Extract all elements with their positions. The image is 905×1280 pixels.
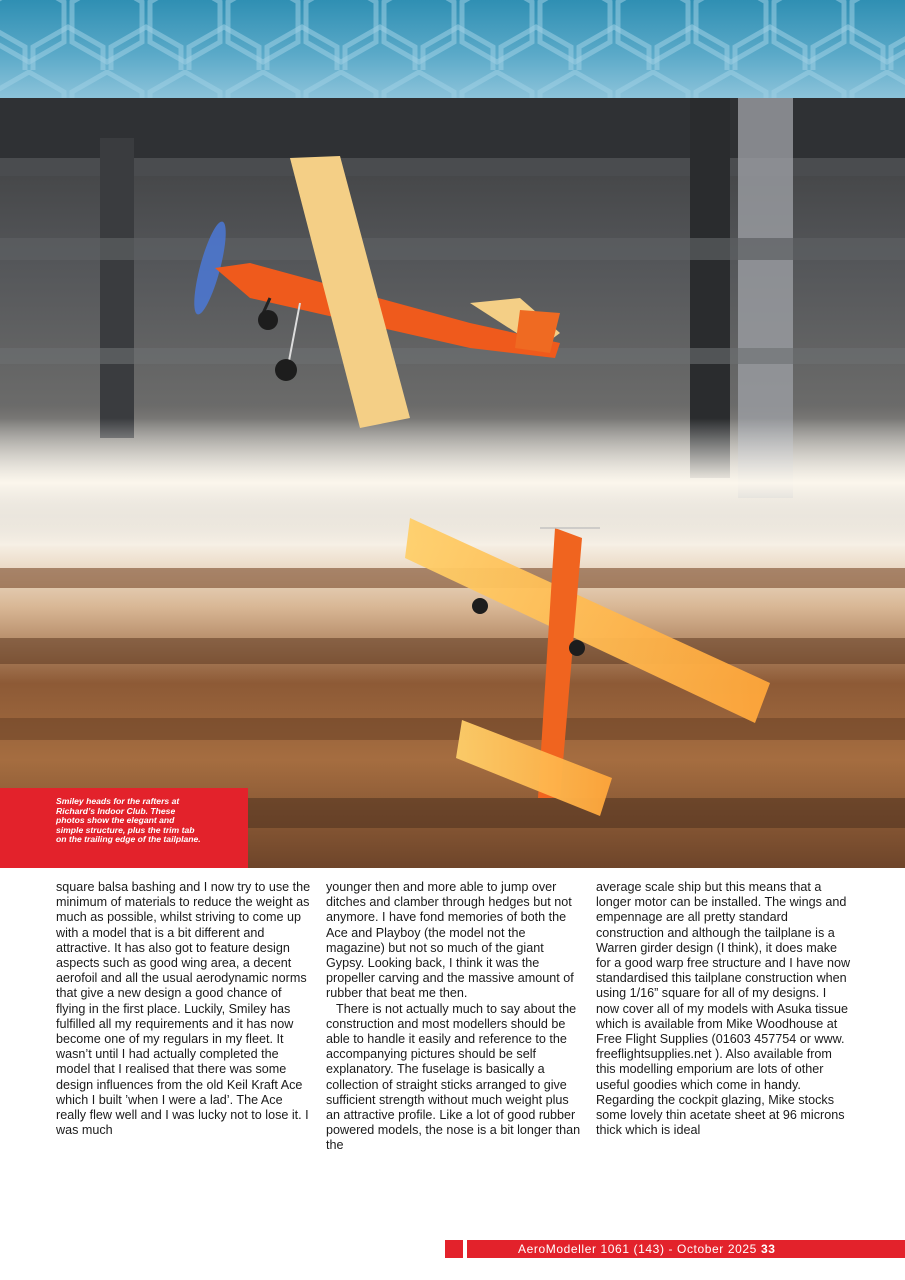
page-footer	[445, 1240, 905, 1258]
caption-line: Richard’s Indoor Club. These	[56, 805, 176, 816]
aircraft-lower	[405, 518, 770, 816]
photo-caption	[56, 797, 240, 845]
model-aircraft-photo	[0, 98, 905, 868]
footer-publication: AeroModeller 1061 (143) - October 2025	[518, 1242, 757, 1256]
header-hexagon-band	[0, 0, 905, 98]
caption-line: Smiley heads for the rafters at	[56, 796, 180, 806]
article-column-3	[596, 880, 852, 1138]
footer-accent-square	[445, 1240, 463, 1258]
article-column-2	[326, 880, 582, 1154]
paragraph: average scale ship but this means that a longer motor can be installed. The wings and empennage are all pretty standard construction and although the tailplane is a Warren girder design (I think), it does make for a good warp free structure and I have now standardised this tailplane construction when using 1/16” square for all of my designs. I now cover all of my models with Asuka tissue which is available from Mike Woodhouse at Free Flight Supplies (01603 457754 or www. freeflightsupplies.net ). Also available from this modelling emporium are lots of other useful goodies which come in handy. Regarding the cockpit glazing, Mike stocks some lovely thin acetate sheet at 96 microns thick which is ideal	[596, 880, 851, 1138]
photo-illustration	[0, 98, 905, 868]
paragraph: younger then and more able to jump over ditches and clamber through hedges but not anymore. I have fond memories of both the Ace and Playboy (the model not the magazine) but not so much of the giant Gypsy. Looking back, I think it was the propeller carving and the massive amount of rubber that beat me then.	[326, 880, 574, 1001]
hexagon-pattern	[0, 0, 905, 98]
paragraph: square balsa bashing and I now try to use the minimum of materials to reduce the weight as much as possible, whilst striving to come up with a model that is a bit different and attractive. It has also got to feature design aspects such as good wing area, a decent aerofoil and all the usual aerodynamic norms that give a new design a good chance of flying in the first place. Luckily, Smiley has fulfilled all my requirements and it has now become one of my regulars in my fleet. It wasn’t until I had actually completed the model that I realised that there was some design influences from the old Keil Kraft Ace which I built ’when I were a lad’. The Ace really flew well and I was lucky not to lose it. I was much	[56, 880, 311, 1138]
caption-line: simple structure, plus the trim tab	[56, 824, 195, 835]
caption-line: on the trailing edge of the tailplane.	[56, 834, 201, 845]
paragraph: There is not actually much to say about the construction and most modellers should be able to handle it easily and reference to the accompanying pictures should be self explanatory. The fuselage is basically a collection of straight sticks arranged to give sufficient strength without much weight plus an attractive profile. Like a lot of good rubber powered models, the nose is a bit longer than the	[326, 1001, 581, 1153]
aircraft-upper	[188, 156, 560, 428]
page-number: 33	[760, 1242, 776, 1256]
article-column-1	[56, 880, 312, 1138]
caption-line: photos show the elegant and	[56, 815, 175, 826]
photo-caption-box	[0, 788, 248, 868]
footer-bar	[467, 1240, 905, 1258]
